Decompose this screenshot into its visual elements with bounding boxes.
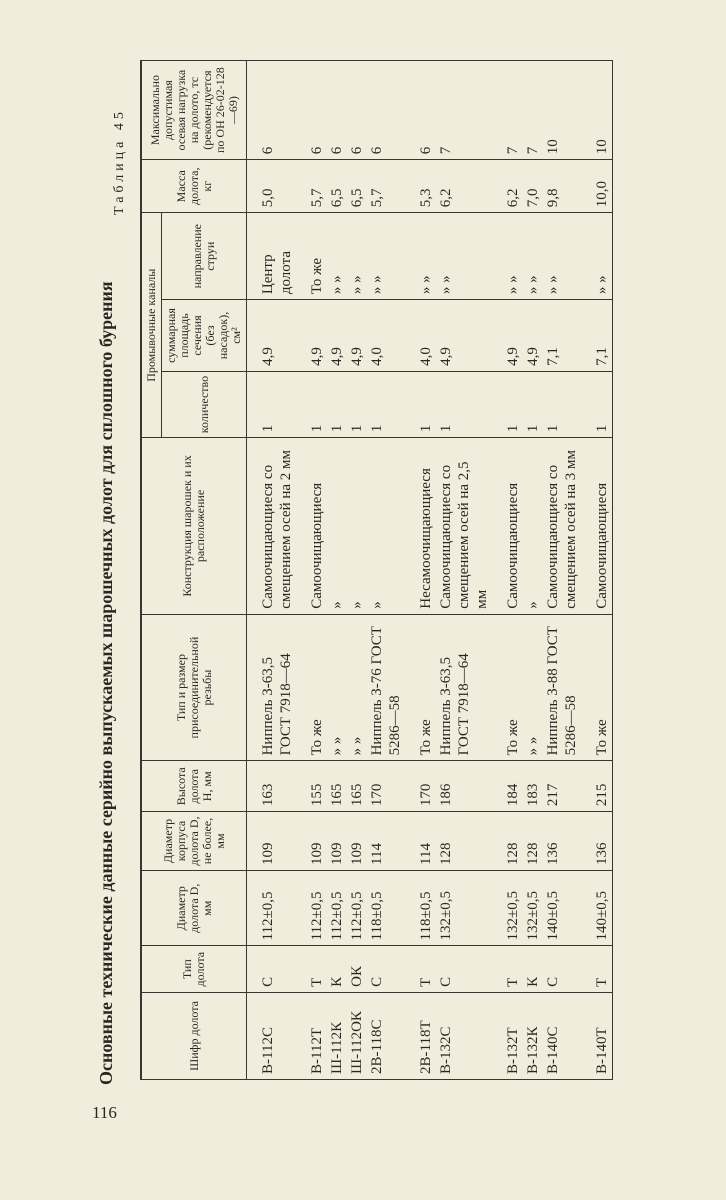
cell-height: 183 xyxy=(523,761,543,812)
cell-flush-dir: » » xyxy=(436,213,492,300)
cell-code: Ш-112ОК xyxy=(347,992,367,1079)
cell-flush-dir: » » xyxy=(367,213,405,300)
page-number: 116 xyxy=(92,1103,117,1122)
cell-code: В-132Т xyxy=(492,992,523,1079)
cell-flush-area: 4,9 xyxy=(523,300,543,372)
cell-type: С xyxy=(436,946,492,992)
cell-type: Т xyxy=(296,946,327,992)
cell-flush-count: 1 xyxy=(543,371,581,437)
cell-thread: » » xyxy=(523,614,543,761)
cell-mass: 5,0 xyxy=(247,160,297,213)
header-flush-area: суммарная площадь сечения (без насадок), см² xyxy=(162,300,247,372)
cell-code: 2В-118Т xyxy=(405,992,436,1079)
cell-flush-area: 4,9 xyxy=(327,300,347,372)
cell-mass: 5,7 xyxy=(367,160,405,213)
cell-mass: 9,8 xyxy=(543,160,581,213)
cell-body-diameter: 109 xyxy=(247,812,297,871)
header-flush-count: количество xyxy=(162,371,247,437)
cell-height: 163 xyxy=(247,761,297,812)
cell-type: С xyxy=(367,946,405,992)
cell-flush-dir: » » xyxy=(543,213,581,300)
cell-design: Самоочищающиеся xyxy=(296,438,327,615)
table-row xyxy=(405,61,436,1080)
cell-design: » xyxy=(347,438,367,615)
cell-max-load: 6 xyxy=(247,61,297,160)
cell-diameter: 118±0,5 xyxy=(405,870,436,946)
cell-mass: 6,5 xyxy=(327,160,347,213)
cell-body-diameter: 114 xyxy=(367,812,405,871)
cell-flush-area: 4,9 xyxy=(296,300,327,372)
cell-diameter: 132±0,5 xyxy=(436,870,492,946)
table-row xyxy=(367,61,405,1080)
header-code: Шифр долота xyxy=(141,992,247,1079)
cell-flush-count: 1 xyxy=(247,371,297,437)
cell-height: 184 xyxy=(492,761,523,812)
header-thread: Тип и размер присоединительной резьбы xyxy=(141,614,247,761)
cell-diameter: 112±0,5 xyxy=(296,870,327,946)
cell-mass: 6,5 xyxy=(347,160,367,213)
cell-flush-area: 7,1 xyxy=(581,300,613,372)
cell-mass: 7,0 xyxy=(523,160,543,213)
cell-height: 215 xyxy=(581,761,613,812)
cell-type: С xyxy=(543,946,581,992)
cell-diameter: 132±0,5 xyxy=(523,870,543,946)
cell-body-diameter: 128 xyxy=(436,812,492,871)
cell-flush-dir: То же xyxy=(296,213,327,300)
cell-flush-count: 1 xyxy=(581,371,613,437)
cell-code: В-112Т xyxy=(296,992,327,1079)
cell-thread: То же xyxy=(405,614,436,761)
header-diameter: Диаметр долота D, мм xyxy=(141,870,247,946)
cell-diameter: 112±0,5 xyxy=(327,870,347,946)
cell-thread: » » xyxy=(327,614,347,761)
cell-body-diameter: 109 xyxy=(327,812,347,871)
cell-mass: 10,0 xyxy=(581,160,613,213)
cell-max-load: 6 xyxy=(367,61,405,160)
header-flush-dir: направление струи xyxy=(162,213,247,300)
header-flush-group: Промывочные каналы xyxy=(141,213,162,438)
cell-flush-area: 4,9 xyxy=(347,300,367,372)
cell-type: Т xyxy=(492,946,523,992)
cell-body-diameter: 136 xyxy=(543,812,581,871)
table-row xyxy=(543,61,581,1080)
table-row xyxy=(523,61,543,1080)
cell-design: Самоочищающиеся со смещением осей на 2,5 мм xyxy=(436,438,492,615)
cell-max-load: 6 xyxy=(405,61,436,160)
header-design: Конструкция шарошек и их расположение xyxy=(141,438,247,615)
cell-design: Самоочищающиеся со смещением осей на 2 мм xyxy=(247,438,297,615)
cell-body-diameter: 128 xyxy=(523,812,543,871)
cell-diameter: 132±0,5 xyxy=(492,870,523,946)
cell-flush-count: 1 xyxy=(327,371,347,437)
rotated-table-wrapper xyxy=(140,60,700,1080)
cell-code: В-112С xyxy=(247,992,297,1079)
cell-flush-count: 1 xyxy=(436,371,492,437)
cell-max-load: 7 xyxy=(436,61,492,160)
header-max-load: Максимально допустимая осевая нагрузка на долото, тс (рекомендуется по ОН 26-02-128—69) xyxy=(141,61,247,160)
cell-mass: 6,2 xyxy=(436,160,492,213)
table-row xyxy=(247,61,297,1080)
cell-flush-count: 1 xyxy=(296,371,327,437)
cell-thread: То же xyxy=(296,614,327,761)
table-row xyxy=(492,61,523,1080)
cell-flush-area: 7,1 xyxy=(543,300,581,372)
table-row xyxy=(347,61,367,1080)
cell-flush-area: 4,0 xyxy=(367,300,405,372)
cell-type: К xyxy=(327,946,347,992)
cell-max-load: 7 xyxy=(492,61,523,160)
cell-type: К xyxy=(523,946,543,992)
cell-body-diameter: 136 xyxy=(581,812,613,871)
cell-mass: 6,2 xyxy=(492,160,523,213)
cell-thread: Ниппель З-76 ГОСТ 5286—58 xyxy=(367,614,405,761)
cell-height: 170 xyxy=(367,761,405,812)
cell-body-diameter: 128 xyxy=(492,812,523,871)
cell-code: В-132К xyxy=(523,992,543,1079)
cell-flush-dir: Центр долота xyxy=(247,213,297,300)
cell-flush-count: 1 xyxy=(347,371,367,437)
cell-flush-dir: » » xyxy=(405,213,436,300)
cell-height: 170 xyxy=(405,761,436,812)
cell-type: ОК xyxy=(347,946,367,992)
table-row xyxy=(436,61,492,1080)
cell-diameter: 140±0,5 xyxy=(543,870,581,946)
cell-design: » xyxy=(327,438,347,615)
table-title: Основные технические данные серийно выпускаемых шарошечных долот для сплошного бурения xyxy=(96,281,116,1085)
cell-design: » xyxy=(523,438,543,615)
cell-flush-area: 4,0 xyxy=(405,300,436,372)
cell-thread: Ниппель З-63,5 ГОСТ 7918—64 xyxy=(247,614,297,761)
cell-max-load: 6 xyxy=(347,61,367,160)
cell-type: Т xyxy=(405,946,436,992)
cell-design: Самоочищающиеся xyxy=(581,438,613,615)
cell-thread: То же xyxy=(581,614,613,761)
cell-mass: 5,3 xyxy=(405,160,436,213)
cell-max-load: 7 xyxy=(523,61,543,160)
cell-flush-count: 1 xyxy=(492,371,523,437)
cell-height: 165 xyxy=(347,761,367,812)
cell-max-load: 10 xyxy=(543,61,581,160)
table-row xyxy=(296,61,327,1080)
cell-design: Несамоочищающиеся xyxy=(405,438,436,615)
cell-code: Ш-112К xyxy=(327,992,347,1079)
header-body-diameter: Диаметр корпуса долота D, не более, мм xyxy=(141,812,247,871)
cell-thread: Ниппель З-63,5 ГОСТ 7918—64 xyxy=(436,614,492,761)
cell-flush-count: 1 xyxy=(367,371,405,437)
table-row xyxy=(327,61,347,1080)
cell-max-load: 6 xyxy=(296,61,327,160)
cell-code: В-132С xyxy=(436,992,492,1079)
cell-flush-count: 1 xyxy=(405,371,436,437)
cell-flush-dir: » » xyxy=(492,213,523,300)
header-height: Высота долота H, мм xyxy=(141,761,247,812)
cell-code: В-140С xyxy=(543,992,581,1079)
cell-height: 155 xyxy=(296,761,327,812)
cell-thread: » » xyxy=(347,614,367,761)
cell-code: В-140Т xyxy=(581,992,613,1079)
table-body xyxy=(247,61,613,1080)
cell-thread: Ниппель З-88 ГОСТ 5286—58 xyxy=(543,614,581,761)
cell-diameter: 112±0,5 xyxy=(247,870,297,946)
cell-flush-area: 4,9 xyxy=(492,300,523,372)
cell-flush-dir: » » xyxy=(347,213,367,300)
cell-flush-count: 1 xyxy=(523,371,543,437)
cell-flush-area: 4,9 xyxy=(436,300,492,372)
cell-mass: 5,7 xyxy=(296,160,327,213)
cell-height: 217 xyxy=(543,761,581,812)
drill-bits-table xyxy=(140,60,613,1080)
table-row xyxy=(581,61,613,1080)
cell-height: 186 xyxy=(436,761,492,812)
cell-design: Самоочищающиеся xyxy=(492,438,523,615)
cell-body-diameter: 109 xyxy=(296,812,327,871)
table-label: Таблица 45 xyxy=(112,108,127,215)
cell-type: Т xyxy=(581,946,613,992)
cell-max-load: 10 xyxy=(581,61,613,160)
cell-diameter: 118±0,5 xyxy=(367,870,405,946)
cell-body-diameter: 109 xyxy=(347,812,367,871)
header-type: Тип долота xyxy=(141,946,247,992)
cell-body-diameter: 114 xyxy=(405,812,436,871)
cell-flush-dir: » » xyxy=(327,213,347,300)
cell-height: 165 xyxy=(327,761,347,812)
cell-thread: То же xyxy=(492,614,523,761)
header-mass: Масса долота, кг xyxy=(141,160,247,213)
cell-type: С xyxy=(247,946,297,992)
cell-flush-dir: » » xyxy=(581,213,613,300)
cell-flush-area: 4,9 xyxy=(247,300,297,372)
cell-flush-dir: » » xyxy=(523,213,543,300)
cell-design: » xyxy=(367,438,405,615)
cell-diameter: 112±0,5 xyxy=(347,870,367,946)
cell-design: Самоочищающиеся со смещением осей на 3 мм xyxy=(543,438,581,615)
cell-max-load: 6 xyxy=(327,61,347,160)
cell-code: 2В-118С xyxy=(367,992,405,1079)
cell-diameter: 140±0,5 xyxy=(581,870,613,946)
